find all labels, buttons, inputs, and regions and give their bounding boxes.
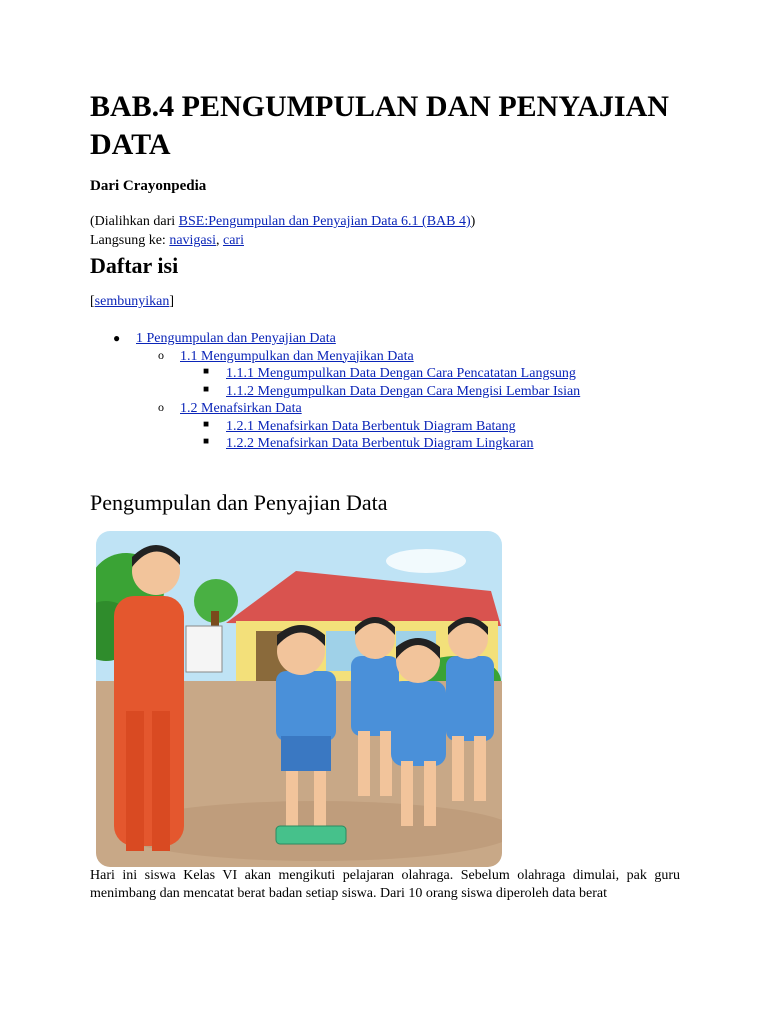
toc-title: Daftar isi <box>90 253 179 278</box>
toc-item <box>90 330 580 348</box>
redirect-source-link[interactable]: BSE:Pengumpulan dan Penyajian Data 6.1 (BAB 4) <box>178 214 471 229</box>
redirect-suffix: ) <box>470 214 476 229</box>
toc-item <box>90 435 580 453</box>
jump-separator: , <box>215 233 223 248</box>
jump-search-link[interactable]: cari <box>222 233 244 248</box>
redirect-prefix: (Dialihkan dari <box>90 214 179 229</box>
bullet-square-icon: ■ <box>203 366 210 377</box>
toc-link[interactable]: 1.2.1 Menafsirkan Data Berbentuk Diagram Batang <box>226 418 516 434</box>
redirect-notice <box>90 212 475 250</box>
bullet-circle-icon: o <box>158 400 164 414</box>
page-title: BAB.4 PENGUMPULAN DAN PENYAJIAN DATA <box>90 90 669 161</box>
bullet-disc-icon: ● <box>113 331 121 345</box>
jump-prefix: Langsung ke: <box>90 233 170 248</box>
toc-toggle-close-bracket: ] <box>169 294 174 309</box>
toc-item <box>90 400 580 418</box>
bullet-square-icon: ■ <box>203 436 210 447</box>
toc-item <box>90 348 580 366</box>
toc-link[interactable]: 1.2 Menafsirkan Data <box>180 401 302 416</box>
intro-paragraph: Hari ini siswa Kelas VI akan mengikuti pelajaran olahraga. Sebelum olahraga dimulai, pak guru menimbang dan mencatat berat badan setiap siswa. Dari 10 orang siswa diperoleh data berat <box>90 868 680 901</box>
bullet-square-icon: ■ <box>203 383 210 395</box>
toc-item <box>90 418 580 436</box>
toc-link[interactable]: 1.1 Mengumpulkan dan Menyajikan Data <box>180 348 414 364</box>
toc-link[interactable]: 1 Pengumpulan dan Penyajian Data <box>136 331 336 346</box>
toc-item <box>90 365 580 383</box>
weighing-scene-image <box>96 531 502 867</box>
toc-toggle <box>90 294 174 310</box>
bullet-square-icon: ■ <box>203 418 210 430</box>
illustration-weighing-students <box>96 531 502 867</box>
table-of-contents <box>90 330 580 453</box>
toc-hide-link[interactable]: sembunyikan <box>94 294 170 309</box>
jump-navigation-link[interactable]: navigasi <box>169 233 216 248</box>
toc-link[interactable]: 1.2.2 Menafsirkan Data Berbentuk Diagram Lingkaran <box>226 436 534 451</box>
section-heading: Pengumpulan dan Penyajian Data <box>90 490 388 515</box>
toc-link[interactable]: 1.1.2 Mengumpulkan Data Dengan Cara Mengisi Lembar Isian <box>226 383 581 399</box>
toc-toggle-open-bracket: [ <box>90 294 95 309</box>
toc-link[interactable]: 1.1.1 Mengumpulkan Data Dengan Cara Pencatatan Langsung <box>226 366 576 381</box>
toc-item <box>90 383 580 401</box>
site-subtitle: Dari Crayonpedia <box>90 178 207 194</box>
bullet-circle-icon: o <box>158 347 164 362</box>
